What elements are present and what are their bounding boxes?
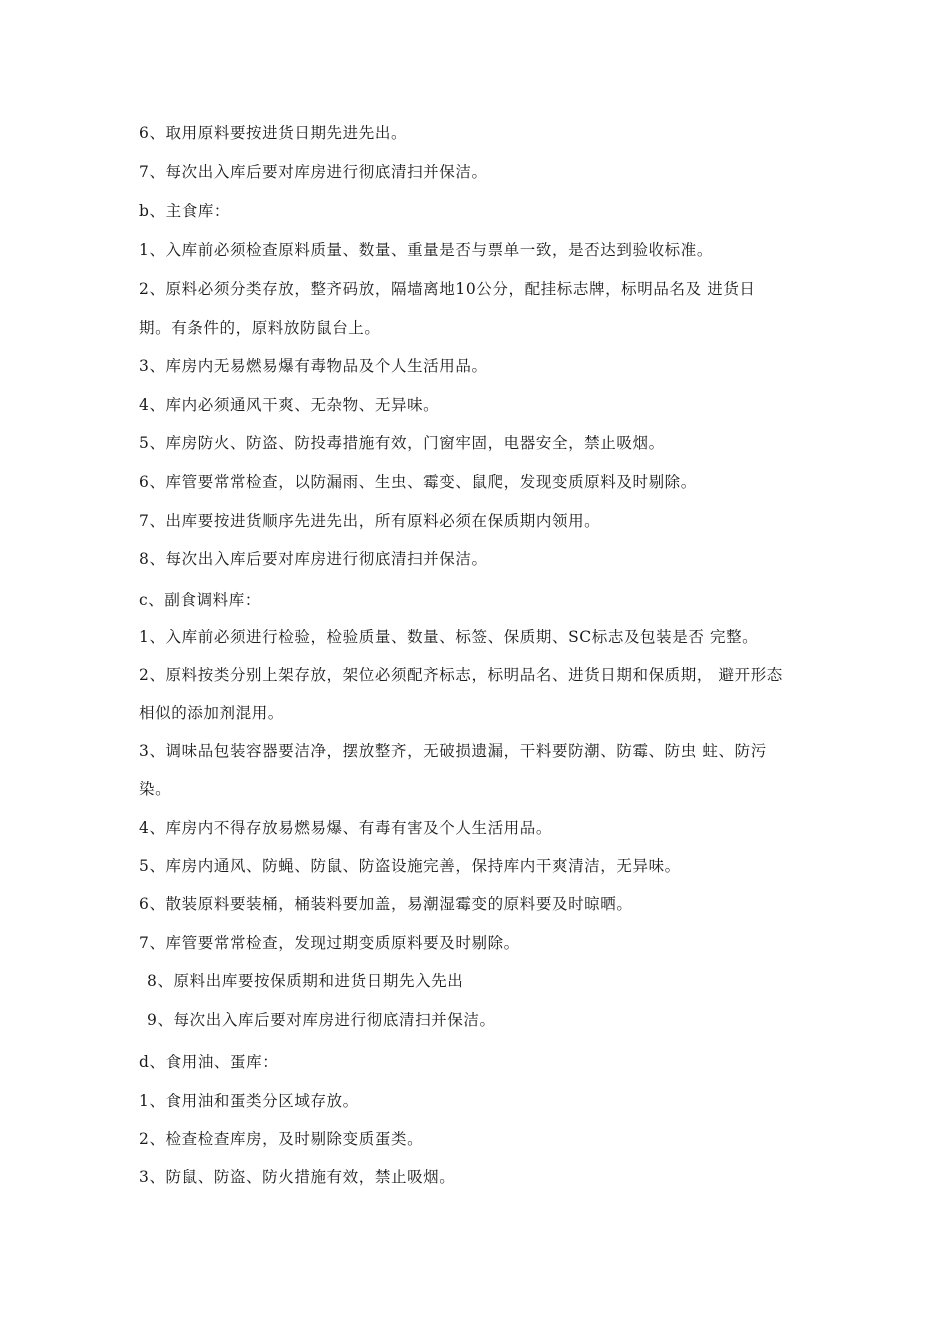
rule-line: 6、取用原料要按进货日期先进先出。: [139, 124, 408, 142]
section-heading: c、副食调料库：: [139, 591, 261, 609]
rule-line: 1、入库前必须进行检验，检验质量、数量、标签、保质期、SC标志及包装是否 完整。: [139, 628, 759, 646]
rule-line: 6、散装原料要装桶，桶装料要加盖，易潮湿霉变的原料要及时晾晒。: [139, 895, 633, 913]
rule-line: 1、入库前必须检查原料质量、数量、重量是否与票单一致，是否达到验收标准。: [139, 241, 713, 259]
rule-line: 9、每次出入库后要对库房进行彻底清扫并保洁。: [147, 1011, 496, 1029]
rule-line: 6、库管要常常检查，以防漏雨、生虫、霉变、鼠爬，发现变质原料及时剔除。: [139, 473, 697, 491]
rule-line: 5、库房内通风、防蝇、防鼠、防盗设施完善，保持库内干爽清洁，无异味。: [139, 857, 681, 875]
rule-line: 5、库房防火、防盗、防投毒措施有效，门窗牢固，电器安全，禁止吸烟。: [139, 434, 665, 452]
rule-line: 4、库房内不得存放易燃易爆、有毒有害及个人生活用品。: [139, 819, 552, 837]
rule-line-continuation: 染。: [139, 780, 172, 798]
rule-line: 4、库内必须通风干爽、无杂物、无异味。: [139, 396, 440, 414]
rule-line: 2、原料必须分类存放，整齐码放，隔墙离地10公分，配挂标志牌，标明品名及 进货日: [139, 280, 756, 298]
rule-line: 7、出库要按进货顺序先进先出，所有原料必须在保质期内领用。: [139, 512, 601, 530]
rule-line-continuation: 相似的添加剂混用。: [139, 704, 284, 722]
rule-line: 7、库管要常常检查，发现过期变质原料要及时剔除。: [139, 934, 520, 952]
section-heading: d、食用油、蛋库：: [139, 1053, 279, 1071]
rule-line-continuation: 期。有条件的，原料放防鼠台上。: [139, 319, 381, 337]
rule-line: 8、原料出库要按保质期和进货日期先入先出: [147, 972, 464, 990]
rule-line: 1、食用油和蛋类分区域存放。: [139, 1092, 359, 1110]
rule-line: 8、每次出入库后要对库房进行彻底清扫并保洁。: [139, 550, 488, 568]
rule-line: 2、检查检查库房，及时剔除变质蛋类。: [139, 1130, 424, 1148]
rule-line: 3、调味品包装容器要洁净，摆放整齐，无破损遗漏，干料要防潮、防霉、防虫 蛀、防污: [139, 742, 767, 760]
section-heading: b、主食库：: [139, 202, 231, 220]
rule-line: 3、防鼠、防盗、防火措施有效，禁止吸烟。: [139, 1168, 456, 1186]
rule-line: 2、原料按类分别上架存放，架位必须配齐标志，标明品名、进货日期和保质期， 避开形态: [139, 666, 783, 684]
rule-line: 7、每次出入库后要对库房进行彻底清扫并保洁。: [139, 163, 488, 181]
rule-line: 3、库房内无易燃易爆有毒物品及个人生活用品。: [139, 357, 488, 375]
